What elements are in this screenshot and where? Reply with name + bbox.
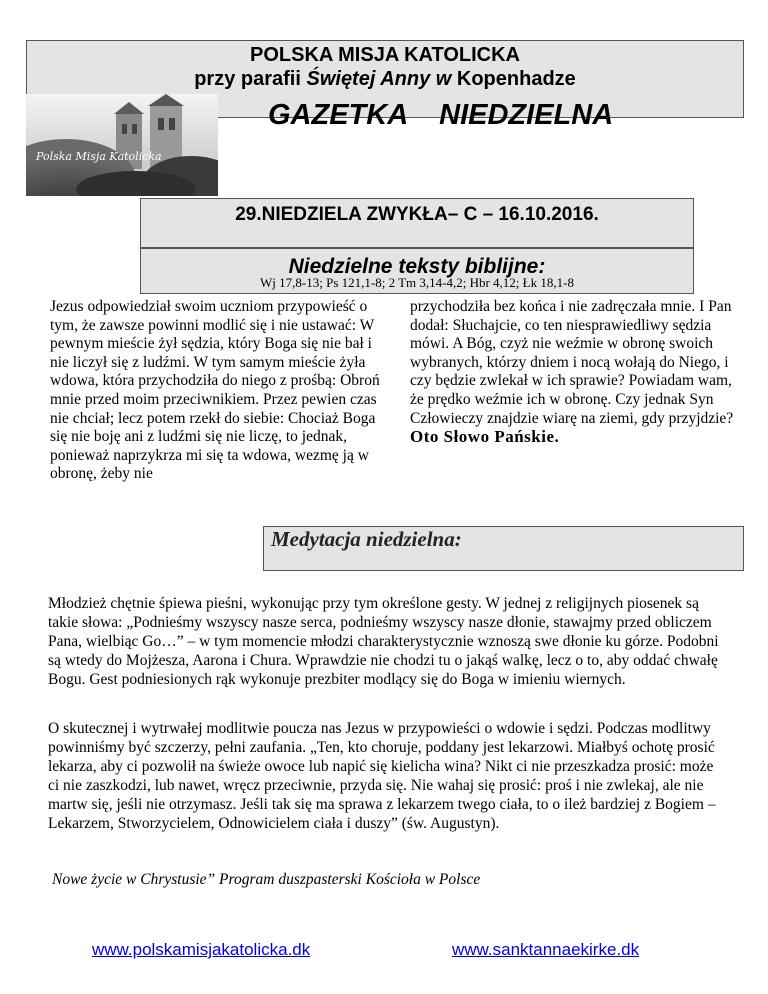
readings-references: Wj 17,8-13; Ps 121,1-8; 2 Tm 3,14-4,2; Hbr 4,12; Łk 18,1-8 [260,275,574,290]
parish-line: przy parafii Świętej Anny w Kopenhadze [194,68,576,90]
link-sanktannaekirke[interactable]: www.sanktannaekirke.dk [452,940,640,959]
gospel-column-2-text: przychodziła bez końca i nie zadręczała mnie. I Pan dodał: Słuchajcie, co ten niesprawiedliwy sędzia mówi. A Bóg, czyż nie weźmie w obronę swoich wybranych, którzy dniem i nocą wołają do Niego, i czy będzie zwlekał w ich sprawie? Powiadam wam, że prędko weźmie ich w obronę. Czy jednak Syn Człowieczy znajdzie wiarę na ziemi, gdy przyjdzie? [410,298,734,427]
meditation-source: Nowe życie w Chrystusie” Program duszpasterski Kościoła w Polsce [52,871,481,888]
gospel-column-2 [410,298,735,448]
gospel-column-1: Jezus odpowiedział swoim uczniom przypowieść o tym, że zawsze powinni modlić się i nie ustawać: W pewnym mieście żył sędzia, który Boga się nie bał i nie liczył się z ludźmi. W tym samym mieście żyła wdowa, która przychodziła do niego z prośbą: Obroń mnie przed moim przeciwnikiem. Przez pewien czas nie chciał; lecz potem rzekł do siebie: Chociaż Boga się nie boję ani z ludźmi się nie liczę, to jednak, ponieważ naprzykrza mi się ta wdowa, wezmę ją w obronę, żeby nie [50,298,380,483]
link-polskamisjakatolicka[interactable]: www.polskamisjakatolicka.dk [92,940,311,959]
logo-caption: Polska Misja Katolicka [36,150,162,163]
meditation-title: Medytacja niedzielna: [271,527,462,551]
meditation-paragraph-1: Młodzież chętnie śpiewa pieśni, wykonując przy tym określone gesty. W jednej z religijnych piosenek są takie słowa: „Podnieśmy wszyscy nasze serca, podnieśmy wszyscy nasze dłonie, stawajmy przed obliczem Pana, wielbiąc Go…” – w tym momencie młodzi charakterystycznie wznoszą swe dłonie ku górze. Podobni są wtedy do Mojżesza, Aarona i Chura. Wprawdzie nie chodzi tu o jakąś walkę, lecz o to, aby oddać chwałę Bogu. Gest podniesionych rąk wykonuje prezbiter modlący się do Boga w imieniu wiernych. [48,595,719,688]
newsletter-title: GAZETKA NIEDZIELNA [268,99,614,131]
date-box [140,198,694,248]
meditation-paragraph-2: O skutecznej i wytrwałej modlitwie poucza nas Jezus w przypowieści o wdowie i sędzi. Podczas modlitwy powinniśmy być szczerzy, pełni zaufania. „Ten, kto choruje, poddany jest lekarzowi. Miałbyś ochotę prosić lekarza, aby ci pozwolił na świeże owoce lub napić się kielicha wina? Nikt ci nie przeszkadza prosić: może ci nie zaszkodzi, lub nawet, wręcz przeciwnie, przyda się. Nie wahaj się prosić: proś i nie zwlekaj, ale nie martw się, jeśli nie otrzymasz. Jeśli tak się ma sprawa z lekarzem twego ciała, to o ileż bardziej z Bogiem – Lekarzem, Stworzycielem, Odnowicielem ciała i duszy” (św. Augustyn). [48,720,716,832]
mission-title: POLSKA MISJA KATOLICKA [249,44,520,66]
church-logo-image [26,94,218,196]
gospel-closing: Oto Słowo Pańskie. [410,427,560,447]
sunday-date: 29.NIEDZIELA ZWYKŁA– C – 16.10.2016. [235,204,599,225]
readings-title: Niedzielne teksty biblijne: [288,255,546,278]
meditation-box [263,526,744,571]
